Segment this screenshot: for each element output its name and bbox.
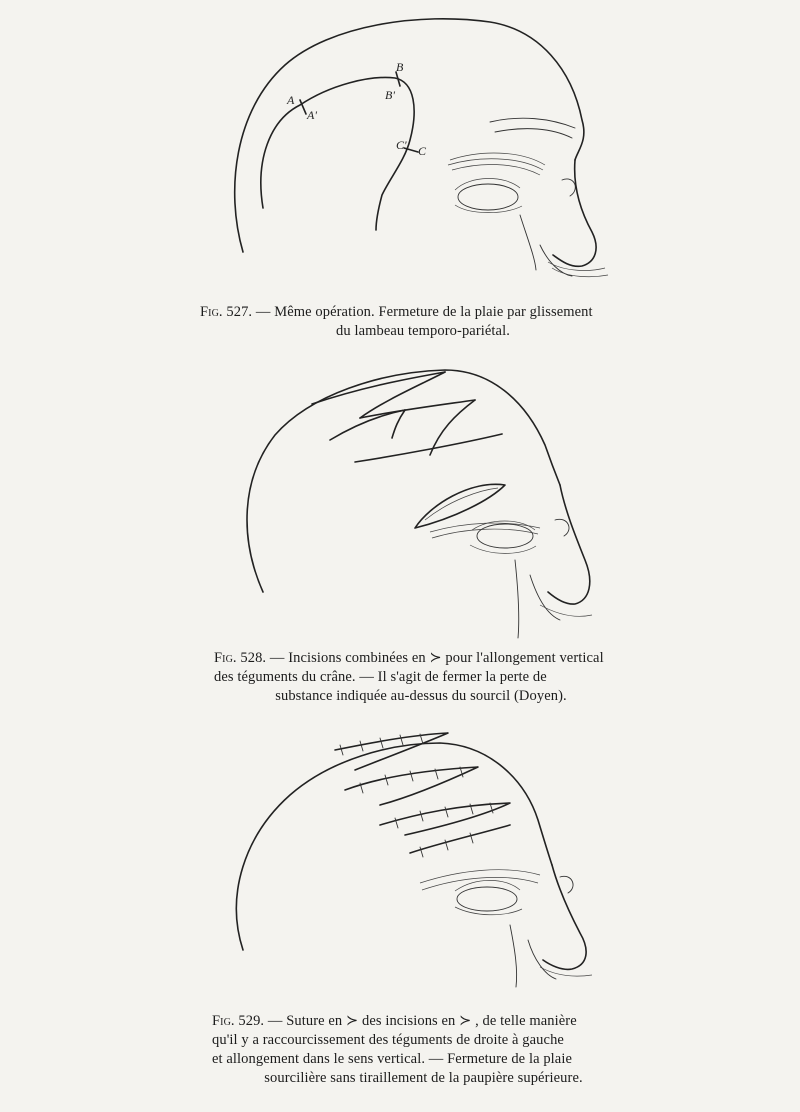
caption-527-prefix: Fig. 527. xyxy=(200,304,253,320)
caption-528 xyxy=(214,649,628,706)
caption-529-line2: qu'il y a raccourcissement des téguments de droite à gauche xyxy=(212,1032,564,1048)
incision-lines xyxy=(312,372,502,462)
caption-529-line1c: , de telle manière xyxy=(471,1013,577,1029)
skull-outline xyxy=(235,19,584,252)
suture-stitches xyxy=(340,734,493,857)
caption-529-prefix: Fig. 529. xyxy=(212,1013,265,1029)
caption-528-prefix: Fig. 528. xyxy=(214,650,267,666)
figure-527-illustration xyxy=(0,0,800,350)
skull-outline xyxy=(247,370,560,592)
figure-529 xyxy=(0,725,800,1112)
sutured-incisions xyxy=(335,733,510,853)
eyebrow-defect xyxy=(415,484,505,528)
caption-529-line1b: des incisions en xyxy=(358,1013,460,1029)
caption-529-line1a: — Suture en xyxy=(264,1013,346,1029)
caption-528-line2: des téguments du crâne. — Il s'agit de fermer la perte de xyxy=(214,669,547,685)
defect-hatching xyxy=(425,488,498,520)
label-b: B xyxy=(396,60,404,74)
caption-527-line2: du lambeau temporo-pariétal. xyxy=(336,323,510,339)
caption-529 xyxy=(212,1012,635,1088)
z-symbol-1: ≻ xyxy=(346,1013,359,1029)
caption-527-line1: — Même opération. Fermeture de la plaie par glissement xyxy=(252,304,593,320)
z-symbol-2: ≻ xyxy=(459,1013,472,1029)
label-a: A xyxy=(287,93,295,107)
label-c: C xyxy=(418,144,427,158)
label-a-prime: A' xyxy=(307,108,317,122)
caption-528-line1a: — Incisions combinées en xyxy=(266,650,430,666)
skull-outline xyxy=(236,743,552,950)
label-b-prime: B' xyxy=(385,88,395,102)
label-c-prime: C' xyxy=(396,138,407,152)
caption-527 xyxy=(200,303,646,341)
face-drawing xyxy=(430,485,592,638)
z-symbol: ≻ xyxy=(429,650,442,666)
face-drawing xyxy=(448,118,608,277)
face-drawing xyxy=(420,865,592,987)
caption-528-line3: substance indiquée au-dessus du sourcil (Doyen). xyxy=(275,688,567,704)
caption-528-line1b: pour l'allongement vertical xyxy=(441,650,604,666)
figure-528 xyxy=(0,360,800,720)
caption-529-line4: sourcilière sans tiraillement de la paupière supérieure. xyxy=(264,1070,583,1086)
caption-529-line3: et allongement dans le sens vertical. — Fermeture de la plaie xyxy=(212,1051,573,1067)
figure-527 xyxy=(0,0,800,350)
